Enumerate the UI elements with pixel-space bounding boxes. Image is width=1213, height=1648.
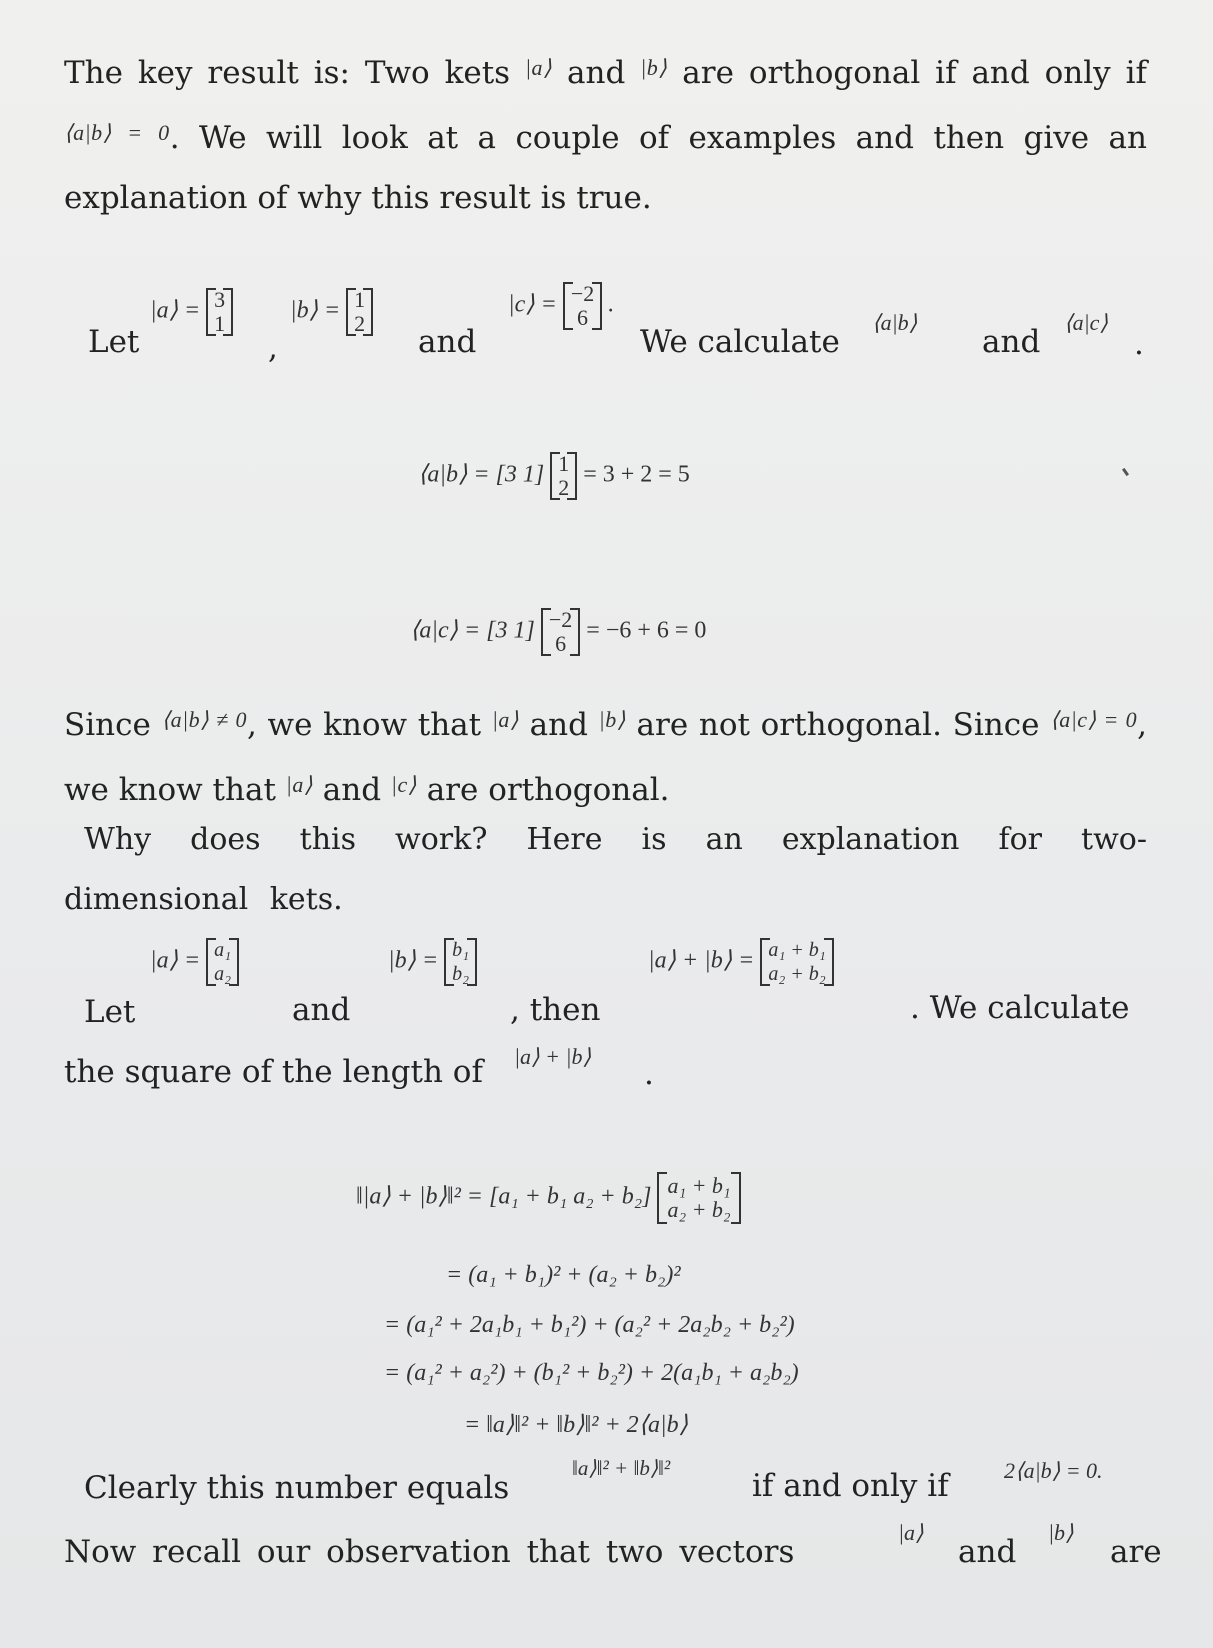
equation-rhs: = −6 + 6 = 0 xyxy=(586,617,707,644)
iff-text: if and only if xyxy=(752,1468,949,1504)
vector-entry: a₁ + b₁ xyxy=(768,939,826,961)
we-know-text: , we know that xyxy=(64,707,1148,808)
column-vector xyxy=(657,1172,740,1224)
vector-entry: a₂ + b₂ xyxy=(768,963,826,985)
then-text: , then xyxy=(510,992,601,1028)
equation-ac xyxy=(410,608,706,656)
and-text: and xyxy=(322,772,382,808)
period: . xyxy=(608,291,615,318)
calc-text: . We calculate xyxy=(910,990,1130,1026)
vector-entry: a₂ + b₂ xyxy=(667,1197,731,1222)
if-text: if xyxy=(1125,55,1147,91)
vector-entry: 1 xyxy=(558,451,570,476)
inner-product-condition: ⟨a|b⟩ = 0 xyxy=(64,120,170,145)
let-label: Let xyxy=(84,994,136,1030)
twice-inner-product-zero: 2⟨a|b⟩ = 0. xyxy=(1004,1458,1103,1483)
ket-b-label: |b⟩ = xyxy=(388,947,439,974)
ket-a-def xyxy=(150,288,233,336)
since-text: Since xyxy=(64,707,151,743)
stray-mark xyxy=(1122,468,1129,476)
equation-lhs: ⟨a|b⟩ = [3 1] xyxy=(418,461,545,488)
ket-a-label: |a⟩ = xyxy=(150,947,201,974)
clearly-text: Clearly this number equals xyxy=(84,1470,510,1506)
ket-b: |b⟩ xyxy=(640,55,668,80)
vector-entry: b₁ xyxy=(452,939,470,961)
ket-c-label: |c⟩ = xyxy=(508,291,557,318)
ket-a: |a⟩ xyxy=(491,707,519,732)
ket-b: |b⟩ xyxy=(598,707,626,732)
vector-entry: 2 xyxy=(558,475,570,500)
ket-b-label: |b⟩ = xyxy=(290,297,341,324)
vector-entry: 3 xyxy=(214,287,226,312)
square-length-text: the square of the length of xyxy=(64,1054,483,1090)
inner-product-nonzero: ⟨a|b⟩ ≠ 0 xyxy=(161,707,247,732)
period: . xyxy=(644,1056,654,1092)
since-paragraph xyxy=(64,690,1147,820)
derivation-line-3: = (a₁² + 2a₁b₁ + b₁²) + (a₂² + 2a₂b₂ + b₂²) xyxy=(384,1312,795,1338)
comma: , xyxy=(268,330,278,366)
orthogonal-text: are orthogonal. xyxy=(426,772,670,808)
ket-sum-vector xyxy=(760,938,833,986)
ket-sum: |a⟩ + |b⟩ xyxy=(514,1044,592,1069)
equation-rhs: = 3 + 2 = 5 xyxy=(583,461,690,488)
ket-sum-label: |a⟩ + |b⟩ = xyxy=(648,947,755,974)
ket-b: |b⟩ xyxy=(1048,1520,1074,1545)
now-recall-text: Now recall our observation that two vectors xyxy=(64,1534,795,1570)
vector-entry: a₁ xyxy=(214,939,232,961)
ket-a-label: |a⟩ = xyxy=(150,297,201,324)
column-vector xyxy=(550,452,577,500)
vector-entry: b₂ xyxy=(452,963,470,985)
derivation-line-4: = (a₁² + a₂²) + (b₁² + b₂²) + 2(a₁b₁ + a₂b₂) xyxy=(384,1360,799,1386)
not-orthogonal-text: are not orthogonal. Since xyxy=(636,707,1040,743)
derivation-line-1 xyxy=(356,1172,741,1224)
norms-sum: ‖a⟩‖² + ‖b⟩‖² xyxy=(572,1456,671,1480)
ket-b-vector xyxy=(346,288,373,336)
and-text: and xyxy=(418,324,477,360)
ket-a: |a⟩ xyxy=(898,1520,924,1545)
and-text: and xyxy=(958,1534,1017,1570)
vector-entry: −2 xyxy=(548,607,573,632)
derivation-lhs: ‖|a⟩ + |b⟩‖² = [a₁ + b₁ a₂ + b₂] xyxy=(356,1183,652,1210)
ket-a: |a⟩ xyxy=(285,772,313,797)
ket-c-vector xyxy=(563,282,602,330)
ket-b-vector xyxy=(444,938,477,986)
vector-entry: 6 xyxy=(577,305,589,330)
and-text: and xyxy=(529,707,588,743)
column-vector xyxy=(541,608,580,656)
ket-b-def xyxy=(290,288,373,336)
calc-text: We calculate xyxy=(640,324,840,360)
we-know-text: , we know that xyxy=(247,707,482,743)
ket-b-def xyxy=(388,938,477,986)
vector-entry: 1 xyxy=(354,287,366,312)
ket-a-vector xyxy=(206,288,233,336)
and-text: and xyxy=(567,55,626,91)
period: . xyxy=(1134,326,1144,362)
ket-a-vector xyxy=(206,938,239,986)
ket-c-def xyxy=(508,282,614,330)
are-text: are xyxy=(1110,1534,1162,1570)
ket-a-def xyxy=(150,938,239,986)
intro-text-3: . We will look at a couple of examples and then give an explanation of why this result is true. xyxy=(64,120,1147,216)
vector-entry: 2 xyxy=(354,311,366,336)
vector-entry: 6 xyxy=(555,631,567,656)
equation-lhs: ⟨a|c⟩ = [3 1] xyxy=(410,617,535,644)
intro-paragraph xyxy=(64,38,1147,228)
bra-a-ket-b: ⟨a|b⟩ xyxy=(872,310,918,335)
ket-sum-def xyxy=(648,938,834,986)
ket-a: |a⟩ xyxy=(524,55,553,80)
vector-entry: a₂ xyxy=(214,963,232,985)
intro-text-2: are orthogonal if and only xyxy=(682,55,1111,91)
intro-text: The key result is: Two kets xyxy=(64,55,511,91)
vector-entry: −2 xyxy=(570,281,595,306)
derivation-line-5: = ‖a⟩‖² + ‖b⟩‖² + 2⟨a|b⟩ xyxy=(464,1412,688,1438)
derivation-line-2: = (a₁ + b₁)² + (a₂ + b₂)² xyxy=(446,1262,681,1288)
why-paragraph xyxy=(64,810,1147,930)
why-text: Why does this work? Here is an explanation for two-dimensional kets. xyxy=(64,822,1147,917)
and-text: and xyxy=(292,992,351,1028)
ket-c: |c⟩ xyxy=(390,772,417,797)
let-label: Let xyxy=(88,324,140,360)
vector-entry: a₁ + b₁ xyxy=(667,1173,731,1198)
and-text: and xyxy=(982,324,1041,360)
inner-product-zero: ⟨a|c⟩ = 0 xyxy=(1050,707,1138,732)
vector-entry: 1 xyxy=(214,311,226,336)
bra-a-ket-c: ⟨a|c⟩ xyxy=(1064,310,1108,335)
equation-ab xyxy=(418,452,690,500)
